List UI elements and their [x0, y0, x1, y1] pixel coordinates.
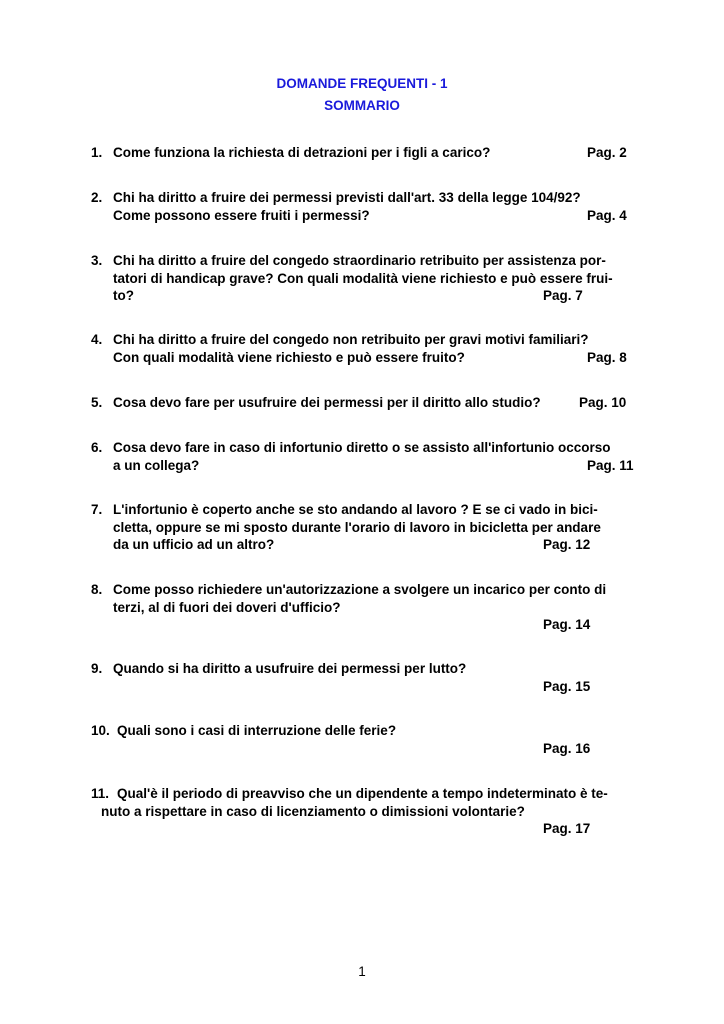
toc-item-8[interactable]: [91, 581, 651, 632]
toc-item-page: Pag. 4: [587, 207, 627, 223]
toc-item-page: Pag. 7: [543, 288, 583, 303]
toc-item-text: Chi ha diritto a fruire del congedo non retribuito per gravi motivi familiari?: [113, 332, 589, 347]
toc-item-6[interactable]: [91, 439, 651, 474]
toc-item-number: 9.: [91, 661, 103, 676]
toc-item-text: Cosa devo fare per usufruire dei permessi per il diritto allo studio?: [113, 395, 541, 410]
toc-item-text: Con quali modalità viene richiesto e può essere fruito?: [113, 349, 465, 365]
toc-item-7[interactable]: [91, 501, 651, 554]
toc-item-page: Pag. 11: [587, 457, 634, 473]
toc-item-page: Pag. 15: [543, 678, 591, 694]
toc-item-2[interactable]: [91, 189, 651, 224]
toc-item-number: 8.: [91, 582, 103, 597]
toc-item-number: 2.: [91, 190, 103, 205]
toc-item-number: 10.: [91, 723, 110, 738]
toc-item-number: 3.: [91, 253, 103, 268]
page-title: DOMANDE FREQUENTI - 1: [276, 76, 448, 91]
toc-item-text: Come possono essere fruiti i permessi?: [113, 207, 370, 223]
toc-item-5[interactable]: [91, 394, 651, 412]
toc-item-page: Pag. 8: [587, 349, 627, 365]
toc-item-1[interactable]: [91, 144, 651, 162]
page-number: 1: [358, 964, 366, 979]
toc-item-number: 7.: [91, 502, 103, 517]
toc-item-text: da un ufficio ad un altro?: [113, 537, 275, 552]
toc-item-9[interactable]: [91, 660, 651, 694]
toc-item-number: 6.: [91, 440, 103, 455]
toc-item-text: tatori di handicap grave? Con quali modalità viene richiesto e può essere frui-: [113, 270, 613, 286]
toc-item-page: Pag. 12: [543, 537, 591, 552]
toc-item-page: Pag. 10: [579, 395, 627, 410]
toc-item-number: 5.: [91, 395, 103, 410]
toc-item-number: 11.: [91, 786, 110, 801]
toc-item-text: Quali sono i casi di interruzione delle ferie?: [117, 723, 397, 738]
toc-item-text: Come funziona la richiesta di detrazioni per i figli a carico?: [113, 145, 491, 160]
toc-item-text: Qual'è il periodo di preavviso che un dipendente a tempo indeterminato è te-: [117, 786, 608, 801]
toc-item-10[interactable]: [91, 722, 651, 756]
toc-item-text: to?: [113, 288, 134, 303]
toc-item-text: nuto a rispettare in caso di licenziamento o dimissioni volontarie?: [101, 803, 525, 819]
toc-item-number: 1.: [91, 145, 103, 160]
toc-item-page: Pag. 14: [543, 617, 591, 632]
toc-item-text: L'infortunio è coperto anche se sto andando al lavoro ? E se ci vado in bici-: [113, 502, 598, 517]
toc-item-text: Cosa devo fare in caso di infortunio diretto o se assisto all'infortunio occorso: [113, 440, 611, 455]
toc-item-page: Pag. 17: [543, 821, 591, 836]
toc-item-text: Quando si ha diritto a usufruire dei permessi per lutto?: [113, 661, 467, 676]
toc-item-page: Pag. 16: [543, 740, 591, 756]
toc-item-text: cletta, oppure se mi sposto durante l'orario di lavoro in bicicletta per andare: [113, 519, 601, 535]
page-subtitle: SOMMARIO: [324, 98, 400, 113]
toc-item-page: Pag. 2: [587, 145, 627, 160]
toc-item-text: Chi ha diritto a fruire dei permessi previsti dall'art. 33 della legge 104/92?: [113, 190, 581, 205]
toc-item-number: 4.: [91, 332, 103, 347]
toc-item-text: terzi, al di fuori dei doveri d'ufficio?: [113, 599, 341, 615]
toc-item-text: Chi ha diritto a fruire del congedo straordinario retribuito per assistenza por-: [113, 253, 606, 268]
toc-item-4[interactable]: [91, 331, 651, 366]
toc-item-11[interactable]: [91, 785, 651, 836]
toc-item-text: Come posso richiedere un'autorizzazione a svolgere un incarico per conto di: [113, 582, 607, 597]
toc-item-3[interactable]: [91, 252, 651, 305]
toc-item-text: a un collega?: [113, 457, 200, 473]
